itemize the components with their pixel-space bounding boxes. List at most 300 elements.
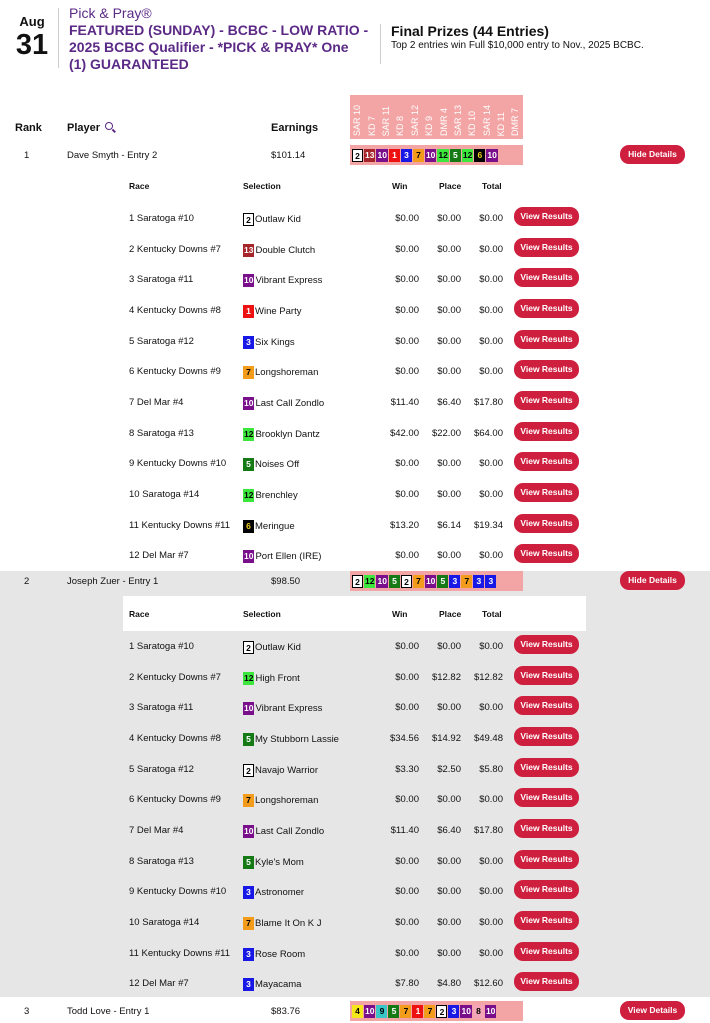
place-amount: $0.00 <box>437 244 461 255</box>
horse-number-chip: 6 <box>243 520 254 533</box>
horse-number-chip: 5 <box>243 458 254 471</box>
total-amount: $0.00 <box>479 641 503 652</box>
view-results-button[interactable]: View Results <box>514 483 579 502</box>
view-results-button[interactable]: View Results <box>514 788 579 807</box>
rank-header: Rank <box>15 122 42 134</box>
horse-name: Vibrant Express <box>255 703 323 714</box>
win-amount: $34.56 <box>389 733 419 744</box>
horse-name: Navajo Warrior <box>255 765 318 776</box>
win-amount: $13.20 <box>389 520 419 531</box>
detail-row <box>0 489 710 503</box>
race-column-label <box>494 95 508 139</box>
race-column-label <box>480 95 494 139</box>
player-name[interactable]: Dave Smyth - Entry 2 <box>67 150 158 161</box>
race-label-text: DMR 4 <box>438 107 449 136</box>
total-amount: $0.00 <box>479 366 503 377</box>
horse-number-chip: 13 <box>365 149 375 160</box>
player-name[interactable]: Todd Love - Entry 1 <box>67 1006 150 1017</box>
win-amount: $0.00 <box>395 856 419 867</box>
earnings-value: $98.50 <box>271 576 301 587</box>
details-total-header: Total <box>482 609 502 619</box>
race-label-text: SAR 11 <box>380 105 391 136</box>
race-name: 9 Kentucky Downs #10 <box>129 886 227 897</box>
win-amount: $7.80 <box>395 978 419 989</box>
total-amount: $0.00 <box>479 550 503 561</box>
view-results-button[interactable]: View Results <box>514 268 579 287</box>
rank-value: 1 <box>24 150 30 161</box>
place-amount: $0.00 <box>437 794 461 805</box>
view-results-button[interactable]: View Results <box>514 360 579 379</box>
horse-number-chip: 1 <box>243 305 254 318</box>
view-details-button[interactable]: View Details <box>620 1001 685 1020</box>
place-amount: $4.80 <box>437 978 461 989</box>
total-amount: $64.00 <box>473 428 503 439</box>
place-amount: $0.00 <box>437 641 461 652</box>
prizes-description: Top 2 entries win Full $10,000 entry to Nov., 2025 BCBC. <box>391 40 644 51</box>
race-column-label <box>422 95 436 139</box>
picks-strip <box>350 145 523 165</box>
win-amount: $3.30 <box>395 764 419 775</box>
race-name: 5 Saratoga #12 <box>129 764 194 775</box>
selection <box>243 886 304 899</box>
horse-number-chip: 13 <box>244 245 254 255</box>
horse-number-chip: 4 <box>352 1005 363 1018</box>
race-label-text: KD 7 <box>366 115 377 136</box>
view-results-button[interactable]: View Results <box>514 452 579 471</box>
total-amount: $0.00 <box>479 794 503 805</box>
selection <box>243 520 295 533</box>
horse-number-chip: 3 <box>485 575 496 588</box>
race-column-headers <box>350 95 523 139</box>
entry-background <box>0 571 710 997</box>
detail-row <box>0 641 710 655</box>
win-amount: $0.00 <box>395 305 419 316</box>
details-selection-header: Selection <box>243 181 281 191</box>
horse-name: Longshoreman <box>255 367 319 378</box>
date-day: 31 <box>15 29 49 61</box>
prizes-block <box>391 23 706 52</box>
win-amount: $0.00 <box>395 458 419 469</box>
horse-number-chip: 12 <box>365 575 375 586</box>
details-place-header: Place <box>439 181 462 191</box>
total-amount: $17.80 <box>473 825 503 836</box>
contest-name: FEATURED (SUNDAY) - BCBC - LOW RATIO - 2025 BCBC Qualifier - *PICK & PRAY* One (1) GUARANTEED <box>69 22 369 72</box>
selection <box>243 428 320 441</box>
win-amount: $0.00 <box>395 366 419 377</box>
view-results-button[interactable]: View Results <box>514 942 579 961</box>
details-race-header: Race <box>129 181 150 191</box>
place-amount: $0.00 <box>437 489 461 500</box>
selection <box>243 641 301 654</box>
place-amount: $0.00 <box>437 305 461 316</box>
horse-number-chip: 10 <box>487 149 497 160</box>
view-results-button[interactable]: View Results <box>514 238 579 257</box>
race-column-label <box>451 95 465 139</box>
selection <box>243 794 318 807</box>
view-results-button[interactable]: View Results <box>514 666 579 685</box>
player-row <box>0 145 710 165</box>
total-amount: $19.34 <box>473 520 503 531</box>
detail-row <box>0 397 710 411</box>
view-results-button[interactable]: View Results <box>514 727 579 746</box>
total-amount: $5.80 <box>479 764 503 775</box>
horse-name: Kyle's Mom <box>255 857 304 868</box>
horse-number-chip: 10 <box>244 398 254 408</box>
win-amount: $0.00 <box>395 274 419 285</box>
win-amount: $0.00 <box>395 702 419 713</box>
horse-number-chip: 5 <box>450 149 461 162</box>
horse-name: Brooklyn Dantz <box>255 429 320 440</box>
win-amount: $0.00 <box>395 244 419 255</box>
win-amount: $42.00 <box>389 428 419 439</box>
contest-title-block <box>69 5 369 73</box>
race-name: 5 Saratoga #12 <box>129 336 194 347</box>
horse-number-chip: 12 <box>244 673 254 683</box>
horse-number-chip: 10 <box>244 551 254 561</box>
win-amount: $0.00 <box>395 948 419 959</box>
race-name: 12 Del Mar #7 <box>129 978 189 989</box>
win-amount: $0.00 <box>395 336 419 347</box>
detail-row <box>0 244 710 258</box>
place-amount: $0.00 <box>437 917 461 928</box>
brand-name: Pick & Pray® <box>69 5 152 21</box>
horse-number-chip: 7 <box>461 575 472 588</box>
horse-number-chip: 3 <box>401 149 412 162</box>
race-label-text: KD 11 <box>496 111 507 136</box>
total-amount: $0.00 <box>479 336 503 347</box>
horse-number-chip: 10 <box>425 575 436 586</box>
horse-number-chip: 7 <box>424 1005 435 1018</box>
horse-number-chip: 12 <box>244 429 254 439</box>
total-amount: $0.00 <box>479 274 503 285</box>
horse-number-chip: 1 <box>389 149 400 162</box>
details-race-header: Race <box>129 609 150 619</box>
player-header-label: Player <box>67 122 101 134</box>
detail-row <box>0 764 710 778</box>
detail-row <box>0 917 710 931</box>
total-amount: $12.60 <box>473 978 503 989</box>
horse-name: Blame It On K J <box>255 918 322 929</box>
horse-name: Double Clutch <box>255 245 316 256</box>
detail-row <box>0 794 710 808</box>
race-column-label <box>436 95 450 139</box>
horse-number-chip: 2 <box>243 213 254 226</box>
horse-number-chip: 5 <box>437 575 448 588</box>
view-results-button[interactable]: View Results <box>514 635 579 654</box>
selection <box>243 366 318 379</box>
picks-strip <box>350 1001 523 1021</box>
race-label-text: SAR 14 <box>481 104 492 136</box>
horse-number-chip: 10 <box>425 149 436 160</box>
view-results-button[interactable]: View Results <box>514 207 579 226</box>
horse-number-chip: 3 <box>473 575 484 588</box>
horse-number-chip: 7 <box>243 917 254 930</box>
race-name: 4 Kentucky Downs #8 <box>129 733 221 744</box>
place-amount: $0.00 <box>437 702 461 713</box>
race-label-text: DMR 7 <box>510 107 521 136</box>
selection <box>243 825 324 838</box>
selection <box>243 305 301 318</box>
race-label-text: SAR 12 <box>409 104 420 136</box>
race-name: 1 Saratoga #10 <box>129 213 194 224</box>
horse-number-chip: 7 <box>243 794 254 807</box>
selection <box>243 856 304 869</box>
horse-number-chip: 5 <box>243 856 254 869</box>
total-amount: $49.48 <box>473 733 503 744</box>
selection <box>243 948 305 961</box>
detail-row <box>0 702 710 716</box>
horse-number-chip: 10 <box>244 703 254 713</box>
horse-number-chip: 5 <box>243 733 254 746</box>
race-name: 6 Kentucky Downs #9 <box>129 366 221 377</box>
total-amount: $0.00 <box>479 489 503 500</box>
horse-number-chip: 10 <box>485 1005 496 1016</box>
horse-name: High Front <box>255 673 300 684</box>
details-header-box <box>123 596 586 631</box>
race-name: 12 Del Mar #7 <box>129 550 189 561</box>
place-amount: $0.00 <box>437 886 461 897</box>
place-amount: $14.92 <box>431 733 461 744</box>
race-name: 2 Kentucky Downs #7 <box>129 672 221 683</box>
view-results-button[interactable]: View Results <box>514 299 579 318</box>
race-label-text: KD 10 <box>467 110 478 136</box>
place-amount: $6.14 <box>437 520 461 531</box>
selection <box>243 672 300 685</box>
horse-number-chip: 2 <box>243 764 254 777</box>
place-amount: $0.00 <box>437 856 461 867</box>
view-results-button[interactable]: View Results <box>514 391 579 410</box>
detail-row <box>0 428 710 442</box>
detail-row <box>0 550 710 564</box>
earnings-value: $101.14 <box>271 150 306 161</box>
horse-number-chip: 8 <box>473 1005 484 1018</box>
place-amount: $0.00 <box>437 458 461 469</box>
place-amount: $0.00 <box>437 336 461 347</box>
selection <box>243 489 298 502</box>
total-amount: $17.80 <box>473 397 503 408</box>
detail-row <box>0 213 710 227</box>
view-results-button[interactable]: View Results <box>514 758 579 777</box>
detail-row <box>0 336 710 350</box>
view-results-button[interactable]: View Results <box>514 514 579 533</box>
view-results-button[interactable]: View Results <box>514 972 579 991</box>
place-amount: $22.00 <box>431 428 461 439</box>
player-row <box>0 1001 710 1021</box>
horse-number-chip: 3 <box>243 978 254 991</box>
horse-name: Longshoreman <box>255 795 319 806</box>
rank-value: 3 <box>24 1006 30 1017</box>
selection <box>243 397 324 410</box>
race-name: 11 Kentucky Downs #11 <box>129 520 231 531</box>
view-results-button[interactable]: View Results <box>514 544 579 563</box>
hide-details-button[interactable]: Hide Details <box>620 145 685 164</box>
total-amount: $0.00 <box>479 305 503 316</box>
total-amount: $0.00 <box>479 917 503 928</box>
race-column-label <box>364 95 378 139</box>
race-name: 6 Kentucky Downs #9 <box>129 794 221 805</box>
hide-details-button[interactable]: Hide Details <box>620 571 685 590</box>
win-amount: $0.00 <box>395 794 419 805</box>
player-name[interactable]: Joseph Zuer - Entry 1 <box>67 576 159 587</box>
details-selection-header: Selection <box>243 609 281 619</box>
total-amount: $0.00 <box>479 244 503 255</box>
detail-row <box>0 366 710 380</box>
search-icon[interactable] <box>105 122 113 130</box>
player-header <box>67 122 113 134</box>
selection <box>243 550 321 563</box>
details-total-header: Total <box>482 181 502 191</box>
horse-name: Mayacama <box>255 979 302 990</box>
total-amount: $0.00 <box>479 948 503 959</box>
win-amount: $0.00 <box>395 886 419 897</box>
view-results-button[interactable]: View Results <box>514 819 579 838</box>
view-results-button[interactable]: View Results <box>514 850 579 869</box>
horse-number-chip: 7 <box>243 366 254 379</box>
horse-name: Noises Off <box>255 459 300 470</box>
horse-name: Outlaw Kid <box>255 642 301 653</box>
selection <box>243 458 299 471</box>
race-column-label <box>350 95 364 139</box>
detail-row <box>0 825 710 839</box>
date-month: Aug <box>19 14 45 29</box>
win-amount: $0.00 <box>395 672 419 683</box>
divider <box>380 24 381 64</box>
horse-number-chip: 12 <box>438 149 448 160</box>
race-name: 4 Kentucky Downs #8 <box>129 305 221 316</box>
view-results-button[interactable]: View Results <box>514 696 579 715</box>
horse-number-chip: 5 <box>388 1005 399 1018</box>
detail-row <box>0 274 710 288</box>
place-amount: $0.00 <box>437 550 461 561</box>
detail-row <box>0 948 710 962</box>
horse-number-chip: 12 <box>244 490 254 500</box>
horse-number-chip: 7 <box>413 149 424 162</box>
win-amount: $0.00 <box>395 917 419 928</box>
win-amount: $0.00 <box>395 550 419 561</box>
horse-number-chip: 2 <box>436 1005 447 1018</box>
horse-number-chip: 10 <box>365 1005 375 1016</box>
horse-number-chip: 12 <box>462 149 473 160</box>
horse-name: Port Ellen (IRE) <box>255 551 322 562</box>
selection <box>243 733 339 746</box>
race-label-text: KD 9 <box>424 115 435 136</box>
race-name: 9 Kentucky Downs #10 <box>129 458 227 469</box>
detail-row <box>0 458 710 472</box>
view-results-button[interactable]: View Results <box>514 911 579 930</box>
race-name: 8 Saratoga #13 <box>129 428 194 439</box>
race-label-text: SAR 13 <box>452 104 463 136</box>
total-amount: $0.00 <box>479 213 503 224</box>
detail-row <box>0 886 710 900</box>
race-label-text: KD 8 <box>395 115 406 136</box>
total-amount: $0.00 <box>479 702 503 713</box>
horse-number-chip: 10 <box>377 149 387 160</box>
selection <box>243 764 318 777</box>
horse-number-chip: 3 <box>243 948 254 961</box>
view-results-button[interactable]: View Results <box>514 880 579 899</box>
horse-name: Last Call Zondlo <box>255 398 325 409</box>
place-amount: $0.00 <box>437 366 461 377</box>
details-win-header: Win <box>392 609 408 619</box>
place-amount: $0.00 <box>437 274 461 285</box>
place-amount: $0.00 <box>437 948 461 959</box>
rank-value: 2 <box>24 576 30 587</box>
view-results-button[interactable]: View Results <box>514 330 579 349</box>
race-name: 10 Saratoga #14 <box>129 917 200 928</box>
detail-row <box>0 672 710 686</box>
horse-number-chip: 6 <box>474 149 485 162</box>
race-name: 11 Kentucky Downs #11 <box>129 948 231 959</box>
win-amount: $0.00 <box>395 641 419 652</box>
race-column-label <box>408 95 422 139</box>
horse-name: Last Call Zondlo <box>255 826 325 837</box>
race-name: 3 Saratoga #11 <box>129 702 194 713</box>
race-name: 3 Saratoga #11 <box>129 274 194 285</box>
place-amount: $2.50 <box>437 764 461 775</box>
divider <box>58 8 59 68</box>
race-column-label <box>393 95 407 139</box>
horse-name: Six Kings <box>255 337 295 348</box>
horse-number-chip: 10 <box>461 1005 471 1016</box>
horse-name: Rose Room <box>255 949 306 960</box>
horse-number-chip: 2 <box>352 149 363 162</box>
horse-name: Brenchley <box>255 490 298 501</box>
selection <box>243 917 322 930</box>
event-date <box>14 14 50 60</box>
race-column-label <box>508 95 522 139</box>
race-name: 2 Kentucky Downs #7 <box>129 244 221 255</box>
selection <box>243 213 301 226</box>
player-row <box>0 571 710 591</box>
horse-name: Wine Party <box>255 306 302 317</box>
total-amount: $0.00 <box>479 856 503 867</box>
win-amount: $11.40 <box>390 825 419 836</box>
horse-name: Outlaw Kid <box>255 214 301 225</box>
view-results-button[interactable]: View Results <box>514 422 579 441</box>
horse-name: Meringue <box>255 521 295 532</box>
horse-number-chip: 10 <box>377 575 387 586</box>
race-label-text: SAR 10 <box>352 104 363 136</box>
place-amount: $6.40 <box>437 825 461 836</box>
details-place-header: Place <box>439 609 462 619</box>
place-amount: $0.00 <box>437 213 461 224</box>
earnings-value: $83.76 <box>271 1006 301 1017</box>
win-amount: $0.00 <box>395 489 419 500</box>
win-amount: $11.40 <box>390 397 419 408</box>
horse-number-chip: 7 <box>400 1005 411 1018</box>
horse-number-chip: 5 <box>389 575 400 588</box>
total-amount: $0.00 <box>479 886 503 897</box>
horse-number-chip: 7 <box>413 575 424 588</box>
total-amount: $12.82 <box>473 672 503 683</box>
horse-number-chip: 3 <box>243 886 254 899</box>
race-name: 7 Del Mar #4 <box>129 397 184 408</box>
horse-number-chip: 3 <box>243 336 254 349</box>
selection <box>243 336 295 349</box>
horse-number-chip: 3 <box>449 575 460 588</box>
race-name: 7 Del Mar #4 <box>129 825 184 836</box>
selection <box>243 702 322 715</box>
prizes-title: Final Prizes (44 Entries) <box>391 23 549 39</box>
detail-row <box>0 520 710 534</box>
race-name: 1 Saratoga #10 <box>129 641 194 652</box>
race-name: 10 Saratoga #14 <box>129 489 200 500</box>
detail-row <box>0 733 710 747</box>
horse-number-chip: 1 <box>412 1005 423 1018</box>
place-amount: $6.40 <box>437 397 461 408</box>
horse-number-chip: 10 <box>244 275 254 285</box>
horse-number-chip: 3 <box>448 1005 459 1018</box>
